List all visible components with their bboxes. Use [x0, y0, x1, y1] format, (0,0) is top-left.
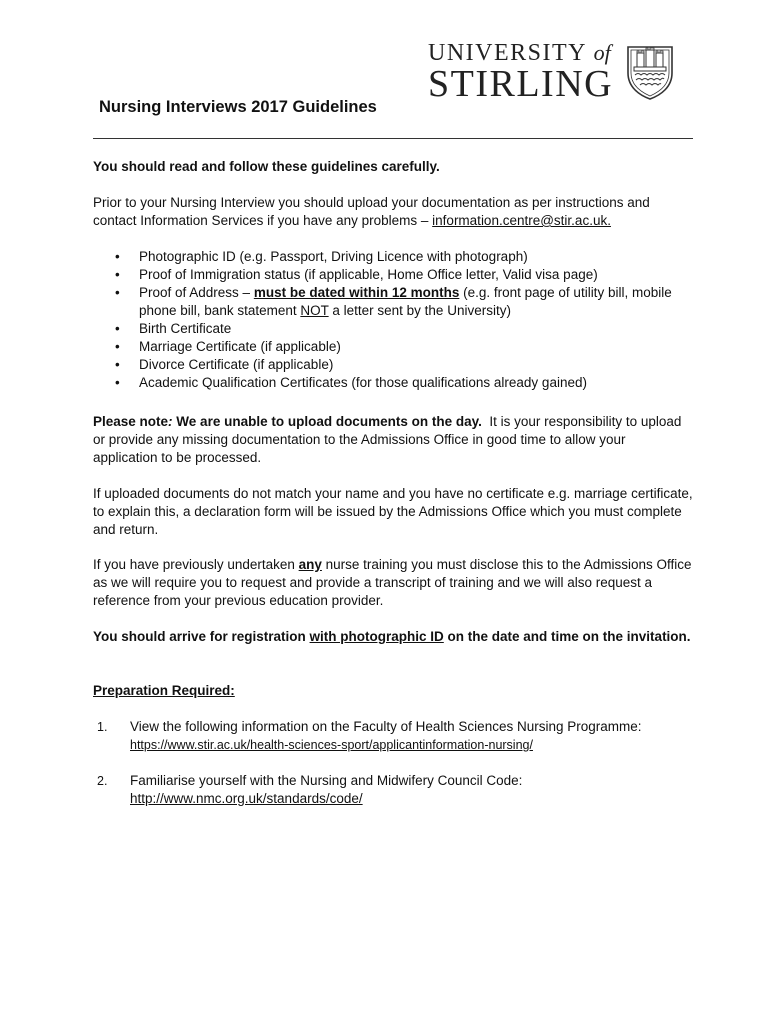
- bullet-icon: •: [115, 375, 120, 390]
- arrival-instruction: You should arrive for registration with photographic ID on the date and time on the invitation.: [93, 629, 691, 644]
- bullet-icon: •: [115, 339, 120, 354]
- preparation-heading: Preparation Required:: [93, 683, 235, 698]
- list-item: • Divorce Certificate (if applicable): [115, 357, 334, 372]
- list-number: 2.: [97, 774, 108, 788]
- bullet-icon: •: [115, 321, 120, 336]
- list-item: [93, 772, 693, 808]
- nursing-programme-link[interactable]: https://www.stir.ac.uk/health-sciences-sport/applicantinformation-nursing/: [130, 738, 533, 752]
- list-item: [93, 718, 693, 754]
- information-centre-email-link[interactable]: information.centre@stir.ac.uk.: [432, 213, 611, 228]
- preparation-item-text: View the following information on the Faculty of Health Sciences Nursing Programme:: [130, 719, 642, 734]
- list-item: • Birth Certificate: [115, 321, 232, 336]
- logo-stirling-text: STIRLING: [428, 63, 614, 105]
- university-logo: [428, 40, 678, 104]
- address-date-requirement: must be dated within 12 months: [253, 285, 460, 300]
- list-item: • Proof of Address – must be dated within 12 months (e.g. front page of utility bill, mobile phone bill, bank statement NOT a letter sent by the University): [115, 285, 672, 318]
- list-item: • Marriage Certificate (if applicable): [115, 339, 341, 354]
- university-crest-icon: [625, 43, 675, 101]
- not-emphasis: NOT: [300, 303, 329, 318]
- header-divider: [93, 138, 693, 139]
- logo-university-text: UNIVERSITY of: [428, 40, 611, 66]
- required-documents-list: [93, 248, 693, 392]
- bullet-icon: •: [115, 267, 120, 282]
- bullet-icon: •: [115, 357, 120, 372]
- list-number: 1.: [97, 720, 108, 734]
- declaration-paragraph: If uploaded documents do not match your name and you have no certificate e.g. marriage certificate, to explain this, a declaration form will be issued by the Admissions Office which you must complete and return.: [93, 486, 693, 537]
- bullet-icon: •: [115, 249, 120, 264]
- intro-instruction: You should read and follow these guidelines carefully.: [93, 159, 440, 174]
- nmc-code-link[interactable]: http://www.nmc.org.uk/standards/code/: [130, 791, 363, 806]
- bullet-icon: •: [115, 285, 120, 300]
- preparation-item-text: Familiarise yourself with the Nursing and Midwifery Council Code:: [130, 773, 523, 788]
- previous-training-paragraph: If you have previously undertaken any nurse training you must disclose this to the Admissions Office as we will require you to request and provide a transcript of training and we will also request a reference from your previous education provider.: [93, 557, 692, 608]
- list-item: • Proof of Immigration status (if applicable, Home Office letter, Valid visa page): [115, 267, 598, 282]
- list-item: • Academic Qualification Certificates (for those qualifications already gained): [115, 375, 587, 390]
- page-title: Nursing Interviews 2017 Guidelines: [99, 98, 377, 116]
- preparation-list: [93, 718, 693, 808]
- list-item: • Photographic ID (e.g. Passport, Driving Licence with photograph): [115, 249, 528, 264]
- please-note-paragraph: Please note: We are unable to upload documents on the day. It is your responsibility to upload or provide any missing documentation to the Admissions Office in good time to allow your application to be processed.: [93, 414, 686, 465]
- intro-paragraph: Prior to your Nursing Interview you should upload your documentation as per instructions and contact Information Services if you have any problems – information.centre@stir.ac.uk.: [93, 195, 650, 228]
